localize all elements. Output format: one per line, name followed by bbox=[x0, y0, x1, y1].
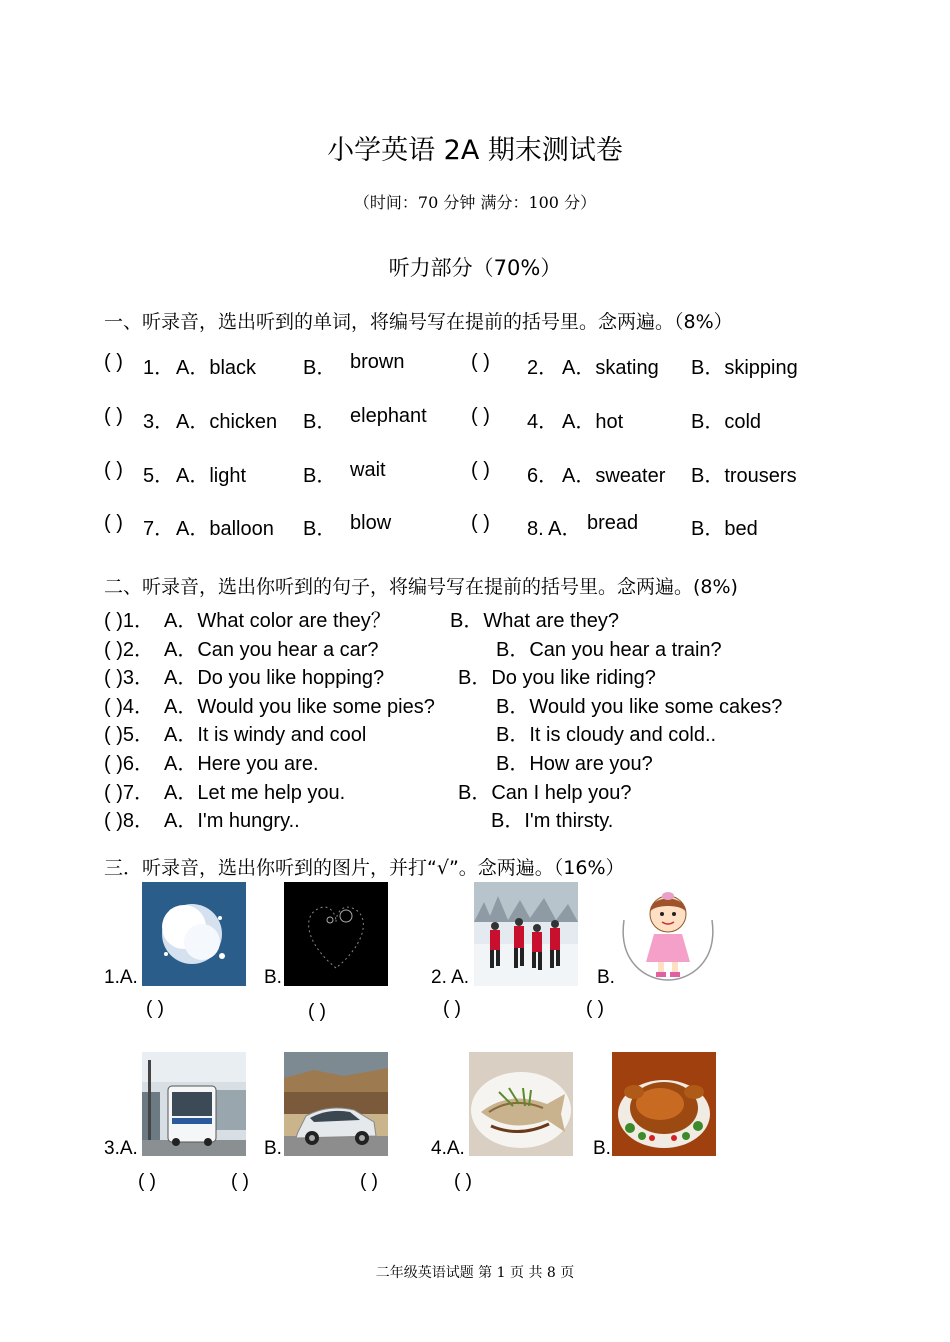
sentence-option-b: B．It is cloudy and cold.. bbox=[496, 724, 717, 747]
answer-paren[interactable]: ( ) bbox=[231, 1171, 249, 1192]
exam-info: （时间：70 分钟 满分：100 分） bbox=[353, 193, 597, 212]
question-number: ( )8． bbox=[104, 810, 154, 833]
sentence-option-b: B．What are they? bbox=[450, 610, 619, 632]
question-number: ( )1． bbox=[104, 610, 154, 632]
answer-paren[interactable]: ( ) bbox=[471, 459, 490, 481]
q3-option-a-label: 3.A. bbox=[104, 1138, 138, 1159]
option-a: A．skating bbox=[562, 357, 659, 379]
option-a: A．balloon bbox=[176, 518, 274, 540]
sentence-option-a: A．What color are they？ bbox=[164, 610, 391, 632]
question-number: 5． bbox=[143, 465, 175, 487]
sentence-option-a: A．Would you like some pies? bbox=[164, 695, 435, 718]
answer-paren[interactable]: ( ) bbox=[104, 459, 123, 481]
answer-paren[interactable]: ( ) bbox=[586, 998, 604, 1019]
q4-option-b-label: B. bbox=[593, 1138, 611, 1159]
option-a: A．hot bbox=[562, 411, 624, 433]
option-b: brown bbox=[350, 351, 405, 373]
sentence-option-b: B．Can I help you? bbox=[458, 781, 632, 804]
page-title: 小学英语 2A 期末测试卷 bbox=[327, 135, 623, 166]
option-b-label: B． bbox=[303, 518, 337, 540]
option-b-label: B． bbox=[303, 357, 337, 379]
answer-paren[interactable]: ( ) bbox=[443, 998, 461, 1019]
question-number: ( )5． bbox=[104, 724, 154, 747]
answer-paren[interactable]: ( ) bbox=[138, 1171, 156, 1192]
option-b: B．cold bbox=[691, 411, 762, 433]
page-footer: 二年级英语试题 第 1 页 共 8 页 bbox=[375, 1265, 575, 1281]
q1-option-a-label: 1.A. bbox=[104, 967, 138, 988]
sentence-option-a: A．Let me help you. bbox=[164, 781, 346, 804]
answer-paren[interactable]: ( ) bbox=[360, 1171, 378, 1192]
roast-chicken-picture[interactable] bbox=[612, 1052, 716, 1156]
sentence-option-b: B．I'm thirsty. bbox=[491, 810, 614, 833]
part3-heading: 三．听录音，选出你听到的图片，并打“√”。念两遍。（16%） bbox=[104, 857, 625, 879]
snow-picture[interactable] bbox=[142, 882, 246, 986]
option-a: A．light bbox=[176, 465, 247, 487]
answer-paren[interactable]: ( ) bbox=[471, 351, 490, 373]
question-number: 1． bbox=[143, 357, 175, 379]
question-number: 2． bbox=[527, 357, 559, 379]
question-number: ( )6． bbox=[104, 753, 154, 775]
option-b-label: B． bbox=[303, 411, 337, 433]
skating-picture[interactable] bbox=[474, 882, 578, 986]
answer-paren[interactable]: ( ) bbox=[308, 1001, 326, 1022]
q1-option-b-label: B. bbox=[264, 967, 282, 988]
question-number: 6． bbox=[527, 465, 559, 487]
question-number: 4． bbox=[527, 411, 559, 433]
sentence-option-b: B．Can you hear a train? bbox=[496, 638, 722, 661]
option-b: elephant bbox=[350, 405, 427, 427]
q3-option-b-label: B. bbox=[264, 1138, 282, 1159]
option-a: bread bbox=[587, 512, 639, 534]
option-b: B．skipping bbox=[691, 357, 798, 379]
sentence-option-a: A．Do you like hopping? bbox=[164, 667, 385, 690]
bus-picture[interactable] bbox=[142, 1052, 246, 1156]
option-b: blow bbox=[350, 512, 392, 534]
question-number: 7． bbox=[143, 518, 175, 540]
part1-heading: 一、听录音，选出听到的单词，将编号写在提前的括号里。念两遍。（8%） bbox=[104, 311, 733, 333]
wind-swirl-picture[interactable] bbox=[284, 882, 388, 986]
option-b: B．bed bbox=[691, 518, 758, 540]
section-title: 听力部分（70%） bbox=[388, 256, 562, 280]
sentence-option-b: B．Do you like riding? bbox=[458, 667, 656, 690]
answer-paren[interactable]: ( ) bbox=[471, 512, 490, 534]
option-b-label: B． bbox=[303, 465, 337, 487]
sentence-option-a: A．Can you hear a car? bbox=[164, 638, 379, 661]
q2-option-b-label: B. bbox=[597, 967, 615, 988]
option-b: B．trousers bbox=[691, 465, 797, 487]
answer-paren[interactable]: ( ) bbox=[104, 351, 123, 373]
sentence-option-b: B．Would you like some cakes? bbox=[496, 695, 783, 718]
option-a: A．black bbox=[176, 357, 257, 379]
option-a: A．sweater bbox=[562, 465, 666, 487]
car-picture[interactable] bbox=[284, 1052, 388, 1156]
sentence-option-a: A．It is windy and cool bbox=[164, 724, 367, 747]
answer-paren[interactable]: ( ) bbox=[104, 405, 123, 427]
answer-paren[interactable]: ( ) bbox=[146, 998, 164, 1019]
option-b: wait bbox=[350, 459, 386, 481]
q4-option-a-label: 4.A. bbox=[431, 1138, 465, 1159]
answer-paren[interactable]: ( ) bbox=[471, 405, 490, 427]
q2-option-a-label: 2. A. bbox=[431, 967, 470, 988]
sentence-option-a: A．Here you are. bbox=[164, 753, 319, 775]
question-number: ( )3． bbox=[104, 667, 154, 690]
answer-paren[interactable]: ( ) bbox=[104, 512, 123, 534]
question-number: ( )4． bbox=[104, 695, 154, 718]
fish-dish-picture[interactable] bbox=[469, 1052, 573, 1156]
sentence-option-b: B．How are you? bbox=[496, 753, 653, 775]
question-number: 8. A． bbox=[527, 518, 582, 540]
option-a: A．chicken bbox=[176, 411, 278, 433]
part2-heading: 二、听录音，选出你听到的句子，将编号写在提前的括号里。念两遍。(8%) bbox=[104, 576, 738, 598]
question-number: 3． bbox=[143, 411, 175, 433]
skipping-girl-picture[interactable] bbox=[616, 882, 720, 986]
question-number: ( )7． bbox=[104, 781, 154, 804]
sentence-option-a: A．I'm hungry.. bbox=[164, 810, 300, 833]
answer-paren[interactable]: ( ) bbox=[454, 1171, 472, 1192]
question-number: ( )2． bbox=[104, 638, 154, 661]
